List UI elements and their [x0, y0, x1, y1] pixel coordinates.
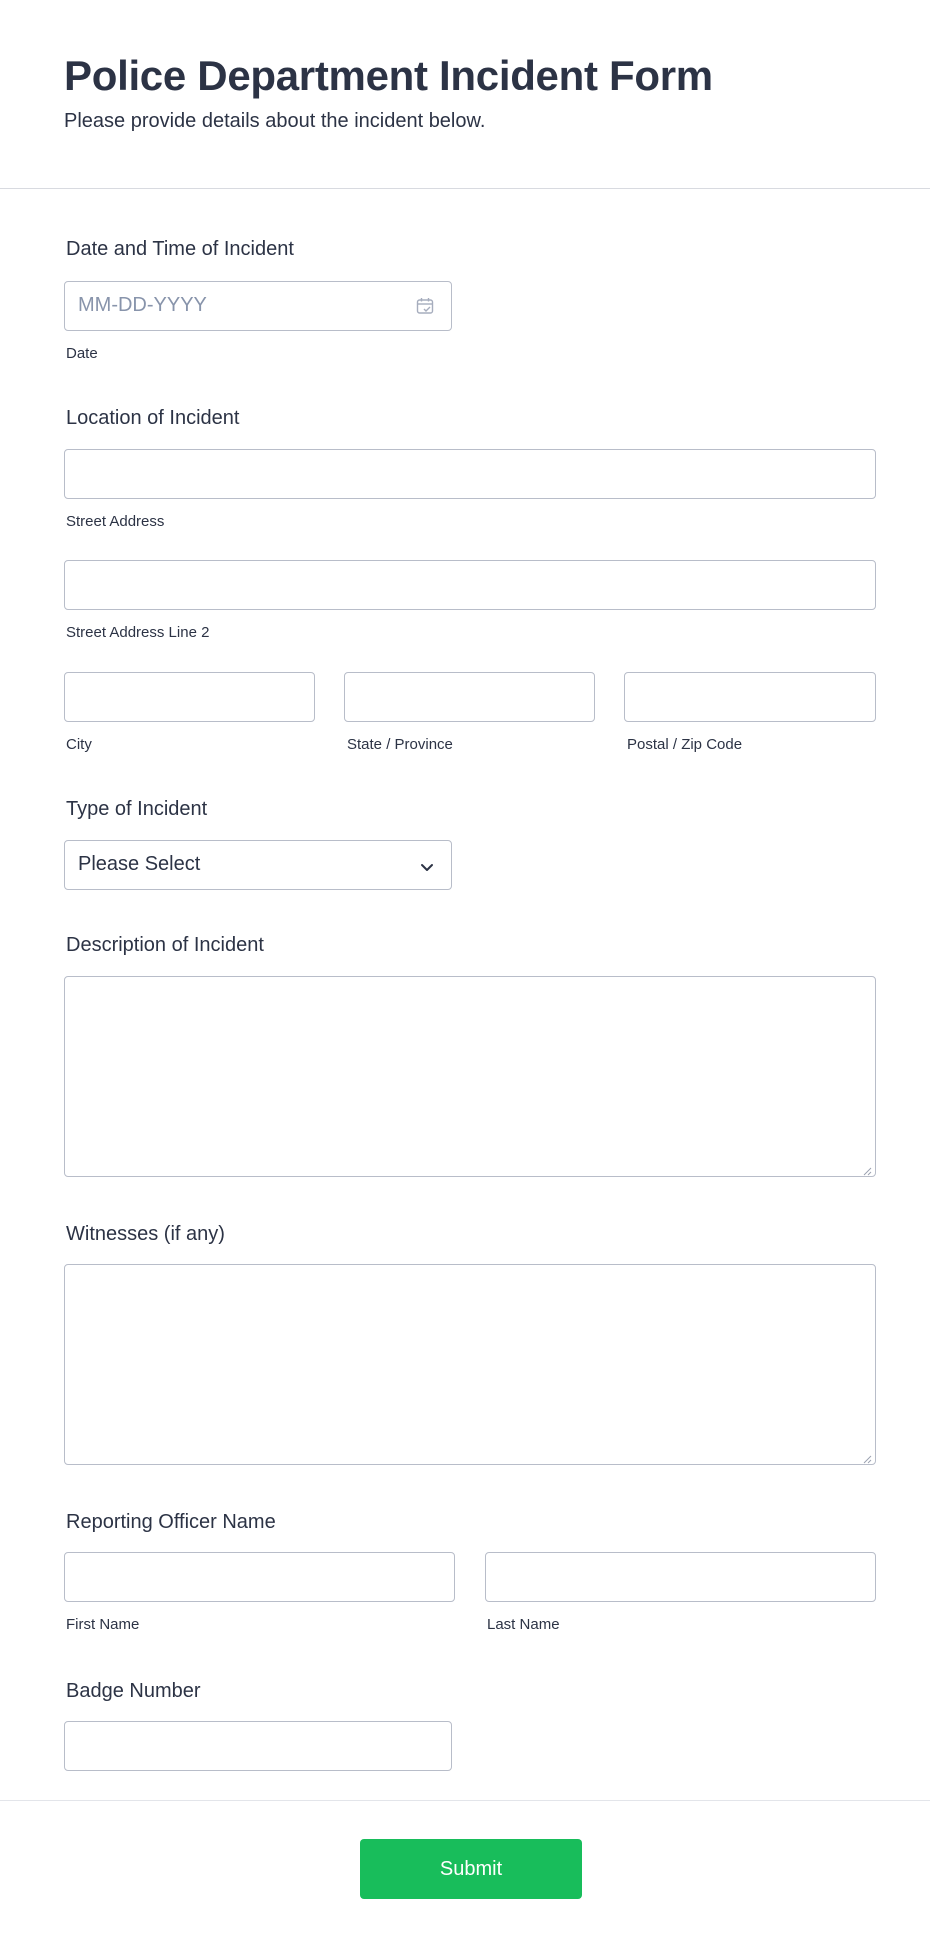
first-name-sublabel: First Name [66, 1616, 140, 1633]
form-footer [0, 1800, 930, 1947]
location-label: Location of Incident [66, 407, 240, 429]
page-title: Police Department Incident Form [64, 52, 713, 99]
street-address-line2-input[interactable] [64, 560, 876, 610]
incident-type-selected: Please Select [78, 853, 201, 875]
last-name-input[interactable] [485, 1552, 876, 1602]
zip-input[interactable] [624, 672, 876, 722]
page-subtitle: Please provide details about the incident below. [64, 110, 486, 132]
state-input[interactable] [344, 672, 595, 722]
zip-sublabel: Postal / Zip Code [627, 736, 743, 753]
city-sublabel: City [66, 736, 92, 753]
street-address-line2-sublabel: Street Address Line 2 [66, 624, 210, 641]
first-name-input[interactable] [64, 1552, 455, 1602]
resize-handle-icon[interactable] [862, 1163, 872, 1173]
form-header [0, 0, 930, 189]
description-textarea[interactable] [64, 976, 876, 1177]
last-name-sublabel: Last Name [487, 1616, 560, 1633]
state-sublabel: State / Province [347, 736, 453, 753]
badge-number-input[interactable] [64, 1721, 452, 1771]
calendar-icon[interactable] [416, 297, 434, 320]
witnesses-label: Witnesses (if any) [66, 1223, 225, 1245]
date-time-label: Date and Time of Incident [66, 238, 294, 260]
submit-button[interactable]: Submit [360, 1839, 582, 1899]
date-sublabel: Date [66, 345, 98, 362]
witnesses-textarea[interactable] [64, 1264, 876, 1465]
chevron-down-icon [420, 860, 434, 878]
incident-type-label: Type of Incident [66, 798, 208, 820]
officer-name-label: Reporting Officer Name [66, 1511, 276, 1533]
street-address-sublabel: Street Address [66, 513, 165, 530]
resize-handle-icon[interactable] [862, 1451, 872, 1461]
city-input[interactable] [64, 672, 315, 722]
description-label: Description of Incident [66, 934, 264, 956]
date-placeholder: MM-DD-YYYY [78, 294, 207, 316]
date-input[interactable] [64, 281, 452, 331]
badge-number-label: Badge Number [66, 1680, 201, 1702]
incident-type-select[interactable] [64, 840, 452, 890]
street-address-input[interactable] [64, 449, 876, 499]
